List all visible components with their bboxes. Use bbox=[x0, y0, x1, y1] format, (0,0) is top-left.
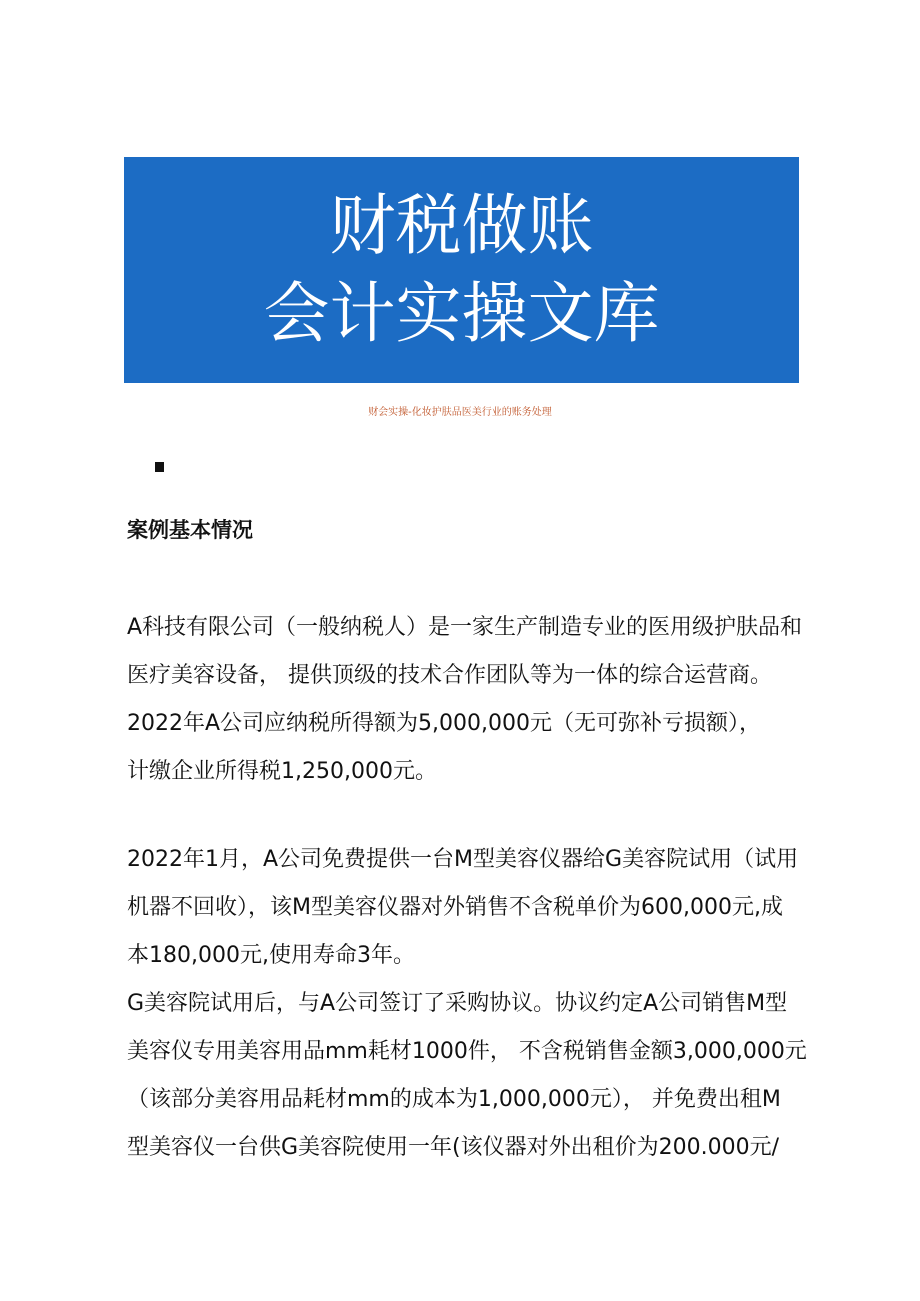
paragraph-line: 本180,000元,使用寿命3年。 bbox=[127, 943, 415, 968]
paragraph-company-info bbox=[127, 604, 807, 796]
paragraph-line: 2022年1月，A公司免费提供一台M型美容仪器给G美容院试用（试用 bbox=[127, 847, 799, 872]
title-banner bbox=[124, 157, 799, 383]
paragraph-line: 机器不回收），该M型美容仪器对外销售不含税单价为600,000元,成 bbox=[127, 895, 783, 920]
paragraph-line: G美容院试用后，与A公司签订了采购协议。协议约定A公司销售M型 bbox=[127, 991, 788, 1016]
banner-title-line-2: 会计实操文库 bbox=[263, 275, 660, 352]
paragraph-line: 2022年A公司应纳税所得额为5,000,000元（无可弥补亏损额）， bbox=[127, 711, 762, 736]
paragraph-line: （该部分美容用品耗材mm的成本为1,000,000元）， 并免费出租M bbox=[127, 1087, 781, 1112]
paragraph-line: 医疗美容设备， 提供顶级的技术合作团队等为一体的综合运营商。 bbox=[127, 663, 772, 688]
section-heading: 案例基本情况 bbox=[127, 518, 253, 542]
paragraph-line: 型美容仪一台供G美容院使用一年(该仪器对外出租价为200.000元/ bbox=[127, 1135, 780, 1160]
paragraph-case-details bbox=[127, 836, 807, 1172]
bullet-square-icon bbox=[155, 462, 164, 472]
banner-title-line-1: 财税做账 bbox=[329, 187, 594, 264]
document-subtitle: 财会实操-化妆护肤品医美行业的账务处理 bbox=[368, 407, 552, 418]
paragraph-line: 计缴企业所得税1,250,000元。 bbox=[127, 759, 437, 784]
paragraph-line: 美容仪专用美容用品mm耗材1000件， 不含税销售金额3,000,000元 bbox=[127, 1039, 807, 1064]
paragraph-line: A科技有限公司（一般纳税人）是一家生产制造专业的医用级护肤品和 bbox=[127, 615, 803, 640]
